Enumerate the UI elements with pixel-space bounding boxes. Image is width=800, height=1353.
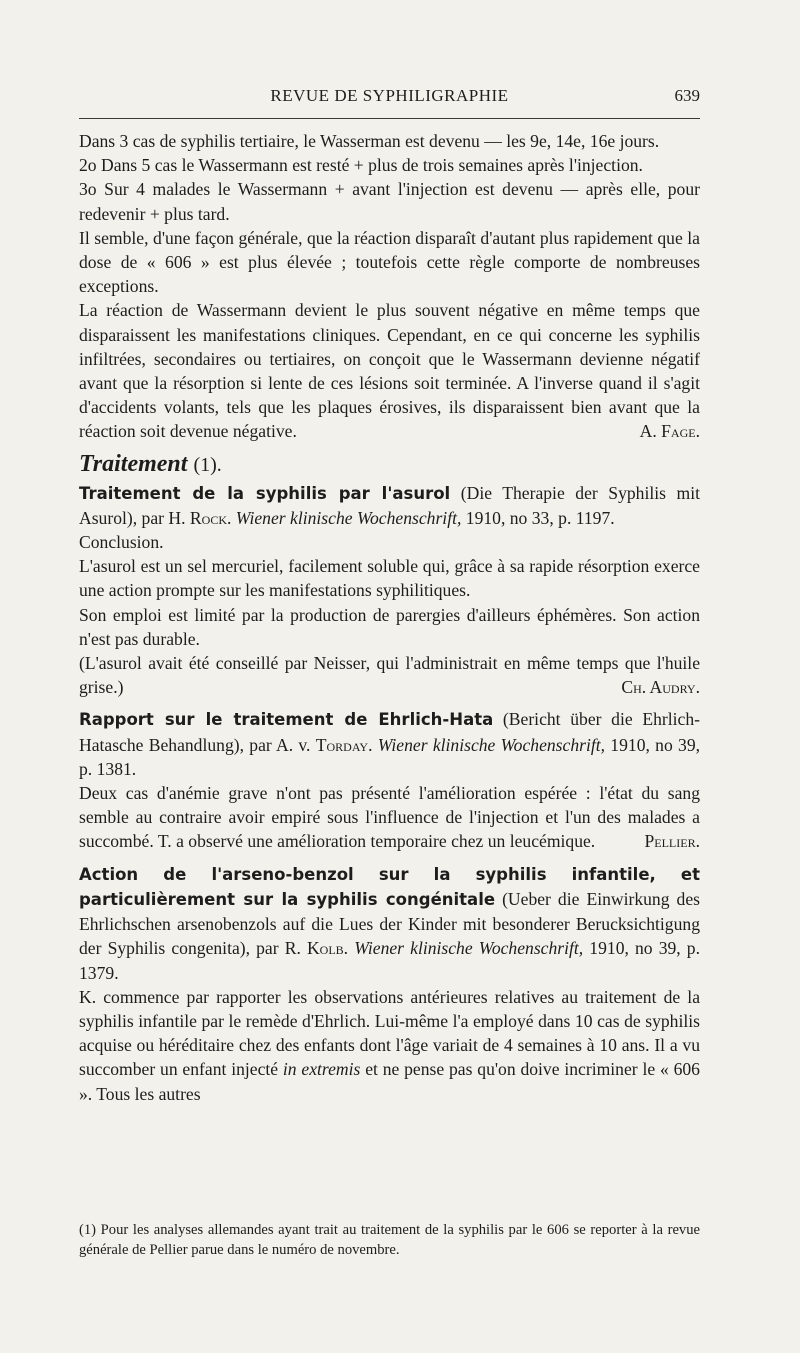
paragraph-text: et ne pense pas qu'on doive incriminer le « 606 ». Tous les autres: [79, 1059, 700, 1104]
paragraph: Il semble, d'une façon générale, que la réaction disparaît d'autant plus rapidement que la dose de « 606 » est plus élevée ; toutefois cette règle comporte de nombreuses exceptions.: [79, 227, 700, 297]
reference-text: (Ueber die Einwirkung des Ehrlichschen arsenobenzols auf die Lues der Kinder mit besonderer Berucksichtigung der Syphilis congenita), par R.: [79, 888, 701, 959]
footnote: [79, 1220, 700, 1260]
paragraph: L'asurol est un sel mercuriel, facilement soluble qui, grâce à sa rapide résorption exerce une action prompte sur les manifestations syphilitiques.: [79, 556, 700, 601]
footnote-ref: (1).: [193, 453, 222, 476]
section-title: Traitement: [79, 450, 188, 477]
author-name: Rock: [189, 507, 227, 528]
reference-text: (Bericht über die Ehrlich-Hatasche Behandlung), par A. v.: [79, 709, 700, 755]
reference-text: .: [343, 938, 355, 959]
page: [79, 86, 700, 1106]
journal-name: Wiener klinische Wochenschrift,: [377, 734, 606, 755]
footnote-text: (1) Pour les analyses allemandes ayant trait au traitement de la syphilis par le 606 se reporter à la revue générale de Pellier parue dans le numéro de novembre.: [79, 1222, 700, 1258]
paragraph-text: La réaction de Wassermann devient le plus souvent négative en même temps que disparaissent les manifestations cliniques. Cependant, en ce qui concerne les syphilis infiltrées, secondaires ou tertiaires, on conçoit que le Wassermann devienne négatif avant que la résorption si lente de ces lésions soit terminée. A l'inverse quand il s'agit d'accidents volants, tels que les plaques érosives, ils disparaissent bien avant que la réaction soit devenue négative.: [79, 300, 700, 442]
paragraph: [79, 651, 700, 699]
paragraph: 3o Sur 4 malades le Wassermann + avant l'injection est devenu — après elle, pour redevenir + plus tard.: [79, 179, 700, 224]
article-title: Traitement de la syphilis par l'asurol: [79, 483, 451, 503]
reference-text: (Die Therapie der Syphilis mit Asurol), par H.: [79, 482, 700, 528]
paragraph-text: (L'asurol avait été conseillé par Neisser, qui l'administrait en même temps que l'huile grise.): [79, 653, 700, 698]
signature: Pellier.: [644, 831, 700, 852]
paragraph: Son emploi est limité par la production de parergies d'ailleurs éphémères. Son action n'est pas durable.: [79, 604, 700, 649]
article-reference: [79, 481, 700, 530]
signature: Ch. Audry.: [621, 677, 700, 698]
paragraph: [79, 781, 700, 854]
journal-name: Wiener klinische Wochenschrift,: [235, 507, 462, 528]
paragraph: Conclusion.: [79, 532, 164, 553]
signature: A. Fage.: [639, 421, 700, 442]
paragraph: Dans 3 cas de syphilis tertiaire, le Wasserman est devenu — les 9e, 14e, 16e jours.: [79, 131, 660, 151]
journal-name: Wiener klinische Wochenschrift,: [354, 938, 584, 959]
reference-text: 1910, no 39, p. 1379.: [79, 938, 700, 983]
italic-phrase: in extremis: [282, 1059, 361, 1080]
paragraph-text: K. commence par rapporter les observations antérieures relatives au traitement de la syphilis infantile par le remède d'Ehrlich. Lui-même l'a employé dans 10 cas de syphilis acquise ou héréditaire chez des enfants dont l'âge variait de 4 semaines à 10 ans. Il a vu succomber un enfant injecté: [79, 986, 700, 1080]
article-reference: [79, 862, 700, 985]
page-number: 639: [674, 86, 700, 105]
author-name: Kolb: [306, 938, 344, 959]
article-title: Rapport sur le traitement de Ehrlich-Hata: [79, 710, 494, 730]
article-title: Action de l'arseno-benzol sur la syphilis infantile, et particulièrement sur la syphilis congénitale: [79, 864, 700, 909]
paragraph-text: Deux cas d'anémie grave n'ont pas présenté l'amélioration espérée : l'état du sang semble au contraire avoir empiré sous l'influence de l'injection et l'un des malades a succombé. T. a observé une amélioration temporaire chez un leucémique.: [79, 783, 700, 852]
running-head: REVUE DE SYPHILIGRAPHIE: [270, 86, 509, 105]
reference-text: 1910, no 33, p. 1197.: [461, 507, 615, 528]
reference-text: .: [368, 734, 378, 755]
paragraph: [79, 985, 700, 1106]
reference-text: .: [227, 507, 236, 528]
paragraph: [79, 298, 700, 443]
section-heading: [79, 448, 700, 481]
page-header: [79, 86, 700, 119]
author-name: Torday: [315, 734, 369, 755]
article-reference: [79, 707, 700, 781]
page-body: [79, 129, 700, 1106]
reference-text: 1910, no 39, p. 1381.: [79, 734, 701, 779]
paragraph: 2o Dans 5 cas le Wassermann est resté + plus de trois semaines après l'injection.: [79, 155, 643, 176]
